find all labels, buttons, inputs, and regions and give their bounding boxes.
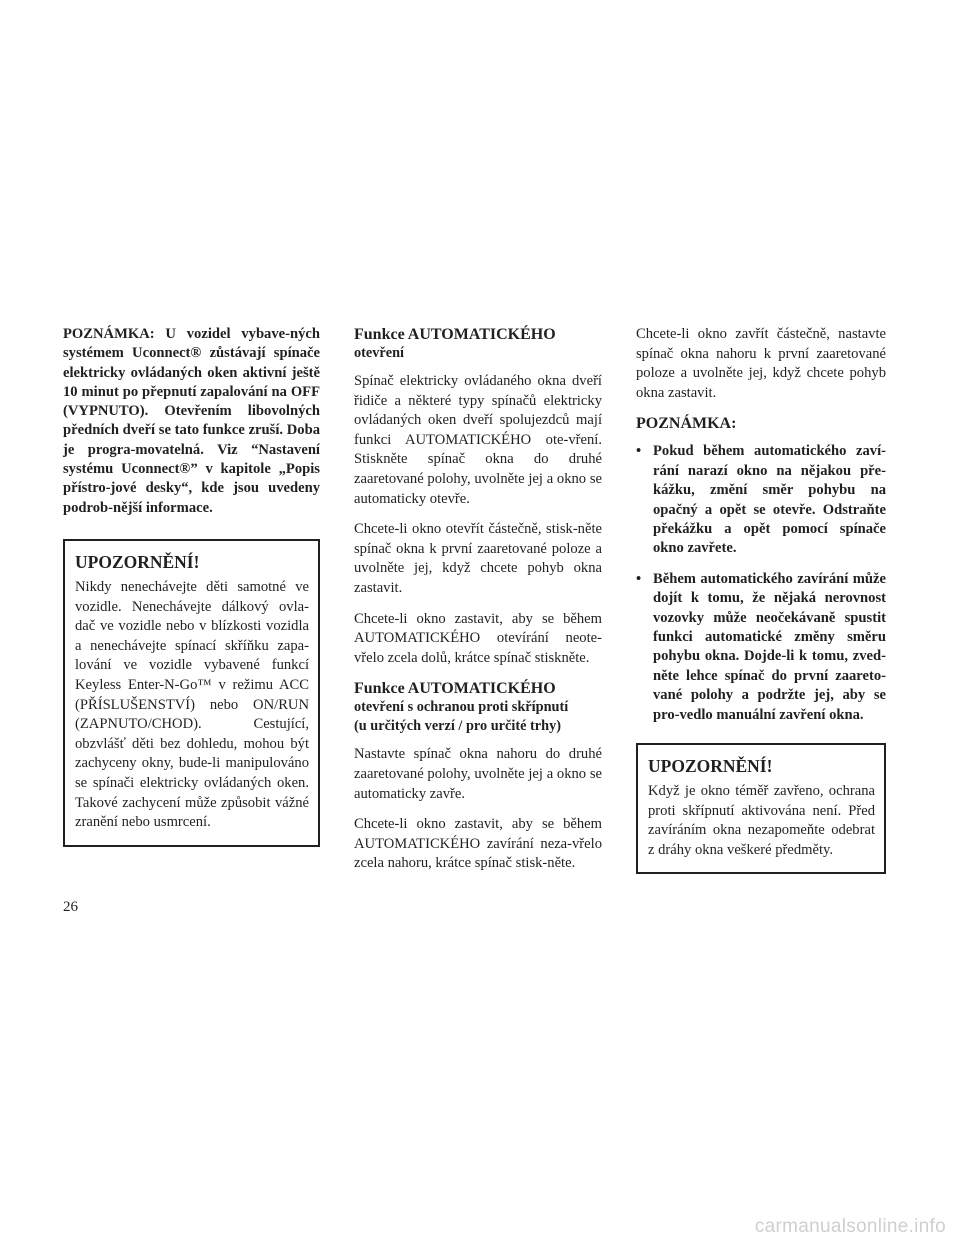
note-heading: POZNÁMKA: xyxy=(636,415,737,433)
heading-line: otevření s ochranou proti skřípnutí xyxy=(354,699,569,716)
note-uconnect: POZNÁMKA: U vozidel vybave-ných systémem Uconnect® zůstávají spínače elektricky ovládaných oken aktivní ještě 10 minut po přepnutí zapalování na OFF (VYPNUTO). Otevřením libovolných předních dveří se tato funkce zruší. Doba je progra-movatelná. Viz “Nastavení systému Uconnect®” v kapitole „Popis přístro-jové desky“, kde jsou uvedeny podrob-nější informace. xyxy=(63,326,320,516)
paragraph: Spínač elektricky ovládaného okna dveří řidiče a některé typy spínačů elektricky ovládaných oken dveří spolujezdců mají funkci AUTOMATICKÉHO ote-vření. Stiskněte spínač okna do druhé zaaretované polohy, uvolněte jej a okno se automaticky otevře. xyxy=(354,373,602,507)
list-item-text: Pokud během automatického zaví-rání narazí okno na nějakou pře-kážku, změní směr pohybu na opačný a opět se otevře. Odstraňte překážku a opět pomocí spínače okno zavřete. xyxy=(653,443,886,557)
column-right xyxy=(636,325,886,874)
column-middle xyxy=(354,325,602,885)
paragraph: Chcete-li okno otevřít částečně, stisk-něte spínač okna k první zaaretované poloze a uvolněte jej, když chcete pohyb okna zastavit. xyxy=(354,521,602,596)
paragraph: Chcete-li okno zastavit, aby se během AUTOMATICKÉHO otevírání neote-vřelo zcela dolů, krátce spínač stiskněte. xyxy=(354,610,602,666)
warning-box-pinch xyxy=(636,743,886,874)
paragraph: Chcete-li okno zastavit, aby se během AUTOMATICKÉHO zavírání neza-vřelo zcela nahoru, krátce spínač stisk-něte. xyxy=(354,816,602,872)
heading-line: otevření xyxy=(354,345,405,361)
bullet-icon: • xyxy=(636,443,642,460)
warning-text: Nikdy nenechávejte děti samotné ve vozidle. Nenechávejte dálkový ovla-dač ve vozidle nebo v blízkosti vozidla a nenechávejte spínací skříňku zapa-lování ve vozidle vybavené funkcí Keyless Enter-N-Go™ v režimu ACC (PŘÍSLUŠENSTVÍ) nebo ON/RUN (ZAPNUTO/CHOD). Cestující, obzvlášť děti bez dohledu, mohou být zachyceny okny, bude-li manipulováno se spínači elektricky ovládaných oken. Takové zachycení může způsobit vážné zranění nebo usmrcení. xyxy=(75,578,309,831)
heading-line: Funkce AUTOMATICKÉHO xyxy=(354,680,556,698)
column-left xyxy=(63,325,320,847)
heading-line: Funkce AUTOMATICKÉHO xyxy=(354,326,556,343)
section-heading-auto-open xyxy=(354,325,602,363)
list-item-text: Během automatického zavírání může dojít k tomu, že nějaká nerovnost vozovky může neočekávaně spustit funkci automatické změny směru pohybu okna. Dojde-li k tomu, zved-něte lehce spínač do první zaareto-vané polohy a podržte jej, aby se pro-vedlo manuální zavření okna. xyxy=(653,570,886,723)
page-number: 26 xyxy=(63,899,78,915)
warning-text: Když je okno téměř zavřeno, ochrana proti skřípnutí aktivována není. Před zavíráním okna nezapomeňte odebrat z dráhy okna veškeré předměty. xyxy=(648,783,875,858)
paragraph: Chcete-li okno zavřít částečně, nastavte spínač okna nahoru k první zaaretované poloze a uvolněte jej, když chcete pohyb okna zastavit. xyxy=(636,326,886,401)
paragraph: Nastavte spínač okna nahoru do druhé zaaretované polohy, uvolněte jej a okno se automaticky zavře. xyxy=(354,746,602,802)
list-item xyxy=(636,570,886,725)
warning-title: UPOZORNĚNÍ! xyxy=(75,551,200,572)
note-bullet-list xyxy=(636,442,886,725)
list-item xyxy=(636,442,886,558)
warning-title: UPOZORNĚNÍ! xyxy=(648,756,773,777)
section-heading-pinch-protection xyxy=(354,679,602,736)
warning-box-children xyxy=(63,539,320,847)
heading-line: (u určitých verzí / pro určité trhy) xyxy=(354,718,561,735)
bullet-icon: • xyxy=(636,570,642,587)
watermark: carmanualsonline.info xyxy=(754,1216,946,1237)
